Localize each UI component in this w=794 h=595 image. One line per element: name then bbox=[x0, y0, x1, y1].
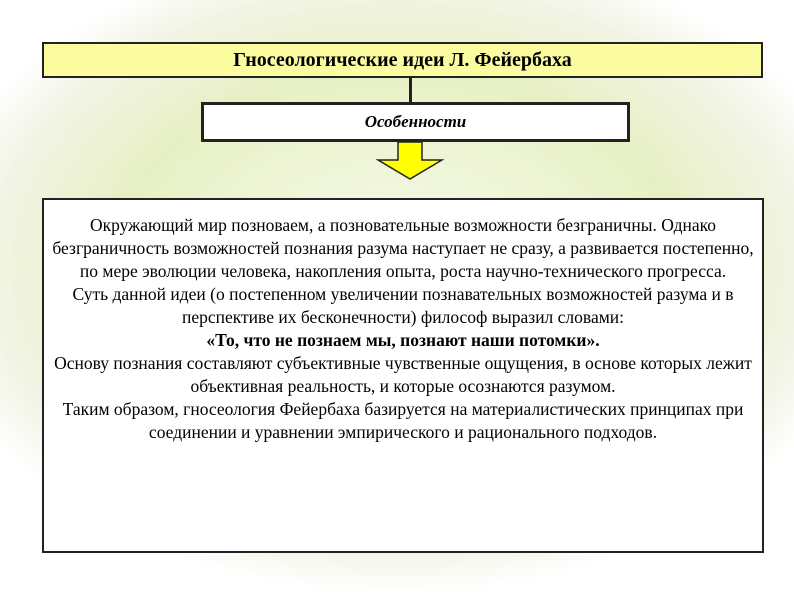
content-paragraph-4: Таким образом, гносеология Фейербаха базируется на материалистических принципах при соединении и уравнении эмпирического и рационального подходов. bbox=[62, 399, 744, 442]
diagram-title-box bbox=[42, 42, 763, 78]
content-paragraph-3: Основу познания составляют субъективные чувственные ощущения, в основе которых лежит объективная реальность, и которые осознаются разумом. bbox=[54, 353, 752, 396]
down-arrow-icon bbox=[376, 142, 444, 180]
diagram-title: Гносеологические идеи Л. Фейербаха bbox=[233, 48, 572, 71]
content-paragraph-1: Окружающий мир позноваем, а позновательные возможности безграничны. Однако безграничность возможностей познания разума наступает не сразу, а развивается постепенно, по мере эволюции человека, накопления опыта, роста научно-технического прогресса. bbox=[52, 215, 754, 281]
subtitle-box bbox=[201, 102, 630, 142]
subtitle-label: Особенности bbox=[364, 112, 467, 131]
content-paragraph-2: Суть данной идеи (о постепенном увеличении познавательных возможностей разума и в перспективе их бесконечности) философ выразил словами: bbox=[72, 284, 734, 327]
content-quote: «То, что не познаем мы, познают наши потомки». bbox=[206, 330, 600, 350]
content-box bbox=[42, 198, 764, 553]
connector-line bbox=[409, 78, 412, 102]
